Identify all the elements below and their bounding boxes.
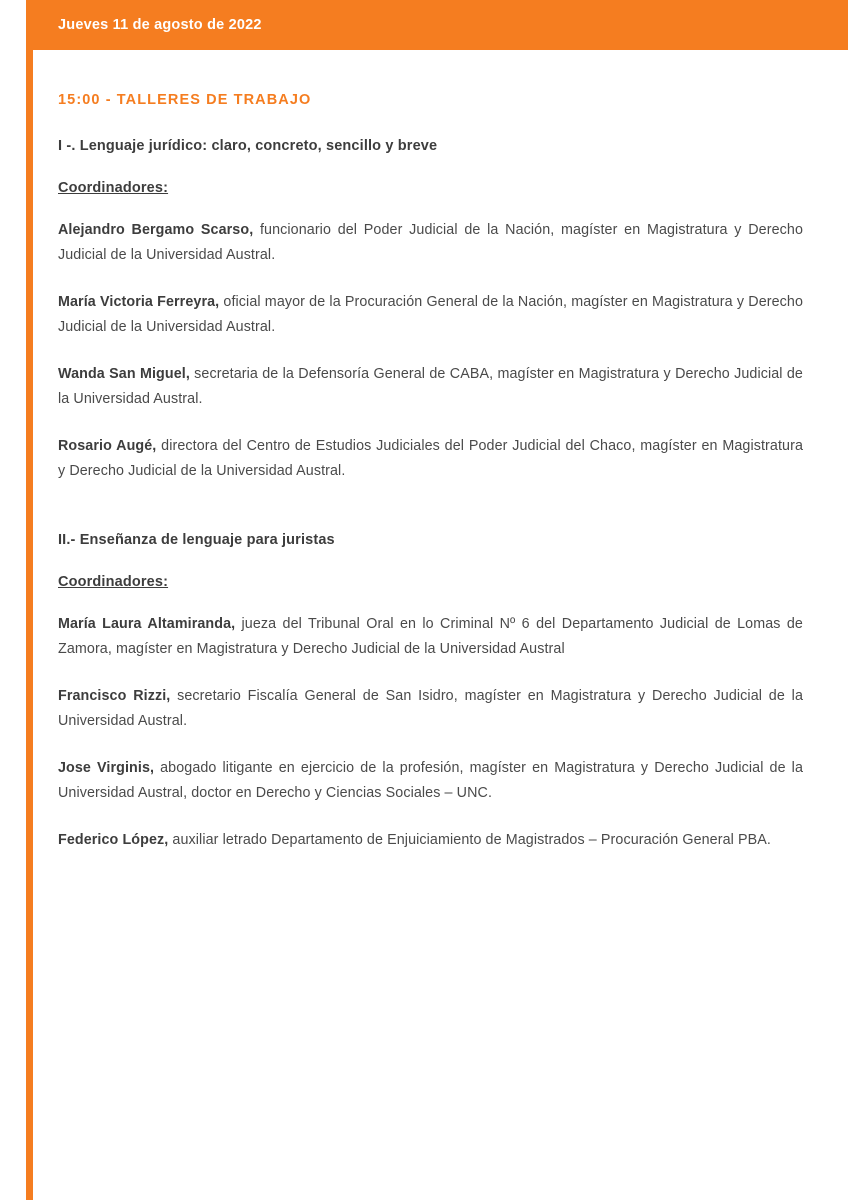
person-name: Rosario Augé, [58,438,157,454]
person-entry [58,684,803,734]
person-entry [58,362,803,412]
person-entry [58,756,803,806]
person-description: oficial mayor de la Procuración General de la Nación, magíster en Magistratura y Derecho Judicial de la Universidad Austral. [58,294,804,335]
person-name: María Laura Altamiranda, [58,616,236,632]
person-name: Wanda San Miguel, [58,366,190,382]
person-name: Francisco Rizzi, [58,688,171,704]
person-description: secretario Fiscalía General de San Isidro, magíster en Magistratura y Derecho Judicial de la Universidad Austral. [58,688,803,729]
person-description: abogado litigante en ejercicio de la profesión, magíster en Magistratura y Derecho Judicial de la Universidad Austral, doctor en Derecho y Ciencias Sociales – UNC. [58,760,803,801]
person-name: Alejandro Bergamo Scarso, [58,222,254,238]
person-entry [58,218,803,268]
workshop-title-2: II.- Enseñanza de lenguaje para juristas [58,532,335,548]
person-name: Federico López, [58,832,169,848]
person-entry [58,434,803,484]
person-entry [58,828,803,853]
person-entry [58,612,803,662]
person-entry [58,290,803,340]
section-title: 15:00 - TALLERES DE TRABAJO [58,92,312,108]
person-description: jueza del Tribunal Oral en lo Criminal Nº 6 del Departamento Judicial de Lomas de Zamora, magíster en Magistratura y Derecho Judicial de la Universidad Austral [58,616,803,657]
person-description: funcionario del Poder Judicial de la Nación, magíster en Magistratura y Derecho Judicial de la Universidad Austral. [58,222,803,263]
left-accent-bar [26,0,33,1200]
header-date: Jueves 11 de agosto de 2022 [58,17,262,33]
person-name: Jose Virginis, [58,760,155,776]
person-description: secretaria de la Defensoría General de CABA, magíster en Magistratura y Derecho Judicial de la Universidad Austral. [58,366,803,407]
document-content [58,50,803,867]
coordinators-label-1: Coordinadores: [58,180,169,196]
header-band [33,0,848,50]
person-name: María Victoria Ferreyra, [58,294,220,310]
person-description: directora del Centro de Estudios Judiciales del Poder Judicial del Chaco, magíster en Magistratura y Derecho Judicial de la Universidad Austral. [58,438,804,479]
coordinators-label-2: Coordinadores: [58,574,169,590]
workshop-title-1: I -. Lenguaje jurídico: claro, concreto, sencillo y breve [58,138,438,154]
person-description: auxiliar letrado Departamento de Enjuiciamiento de Magistrados – Procuración General PBA. [168,832,771,848]
